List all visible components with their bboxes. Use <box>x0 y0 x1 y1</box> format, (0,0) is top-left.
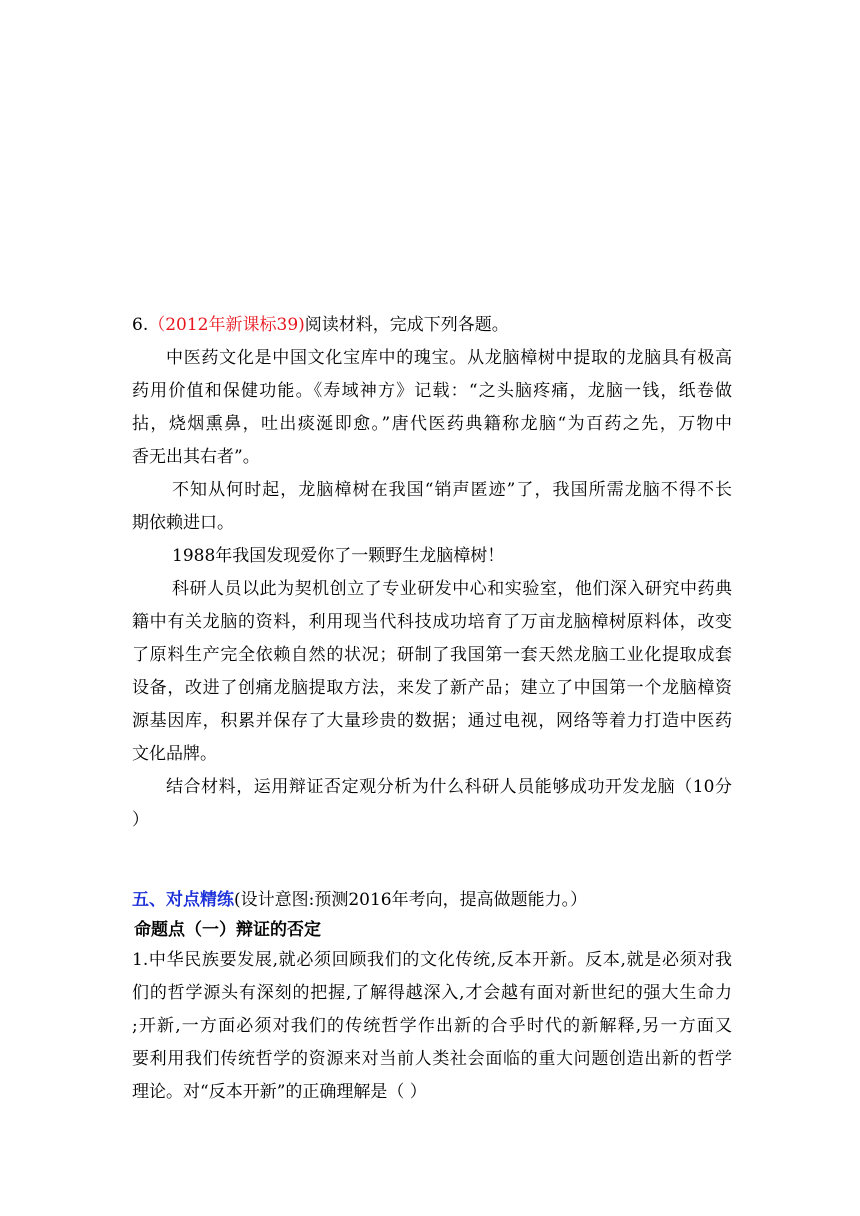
paragraph-line: 中医药文化是中国文化宝库中的瑰宝。从龙脑樟树中提取的龙脑具有极高 <box>166 348 732 368</box>
question-6-header <box>132 309 732 342</box>
question-prompt-line: 结合材料，运用辩证否定观分析为什么科研人员能够成功开发龙脑（10分 <box>166 777 732 797</box>
question-1-line: 要利用我们传统哲学的资源来对当前人类社会面临的重大问题创造出新的哲学 <box>132 1049 732 1069</box>
paragraph-line: 科研人员以此为契机创立了专业研发中心和实验室，他们深入研究中药典 <box>172 579 732 599</box>
paragraph-line: 期依赖进口。 <box>132 513 234 533</box>
paragraph-line: 香无出其右者”。 <box>132 447 260 467</box>
question-source: （2012年新课标39) <box>148 315 305 335</box>
question-1 <box>132 944 732 1109</box>
paragraph-line: 源基因库，积累并保存了大量珍贵的数据；通过电视，网络等着力打造中医药 <box>132 711 732 731</box>
paragraph-line: 设备，改进了创痛龙脑提取方法，来发了新产品；建立了中国第一个龙脑樟资 <box>132 678 732 698</box>
question-1-line: 1.中华民族要发展,就必须回顾我们的文化传统,反本开新。反本,就是必须对我 <box>132 950 732 970</box>
section-5-heading <box>132 884 732 917</box>
question-1-line: ;开新,一方面必须对我们的传统哲学作出新的合乎时代的新解释,另一方面又 <box>132 1016 732 1036</box>
subsection-heading: 命题点（一）辩证的否定 <box>134 920 321 940</box>
paragraph-line: 药用价值和保健功能。《寿域神方》记载：“之头脑疼痛，龙脑一钱，纸卷做 <box>132 381 732 401</box>
paragraph-line: 不知从何时起，龙脑樟树在我国“销声匿迹”了，我国所需龙脑不得不长 <box>172 480 732 500</box>
section-title: 五、对点精练 <box>132 890 234 910</box>
paragraph-line: 籍中有关龙脑的资料，利用现当代科技成功培育了万亩龙脑樟树原料体，改变 <box>132 612 732 632</box>
question-1-line: 们的哲学源头有深刻的把握,了解得越深入,才会越有面对新世纪的强大生命力 <box>132 983 732 1003</box>
question-prompt-line: ） <box>132 810 149 830</box>
section-note: (设计意图:预测2016年考向，提高做题能力。） <box>234 890 588 910</box>
paragraph-line: 拈，烧烟熏鼻，吐出痰涎即愈。”唐代医药典籍称龙脑“为百药之先，万物中 <box>132 414 732 434</box>
question-number: 6. <box>132 315 149 335</box>
question-1-line: 理论。对“反本开新”的正确理解是（ ） <box>132 1082 427 1102</box>
paragraph-line: 文化品牌。 <box>132 744 217 764</box>
question-6 <box>132 309 732 837</box>
paragraph-line: 了原料生产完全依赖自然的状况；研制了我国第一套天然龙脑工业化提取成套 <box>132 645 732 665</box>
question-intro: 阅读材料，完成下列各题。 <box>304 315 509 335</box>
paragraph-line: 1988年我国发现爱你了一颗野生龙脑樟树！ <box>172 546 505 566</box>
